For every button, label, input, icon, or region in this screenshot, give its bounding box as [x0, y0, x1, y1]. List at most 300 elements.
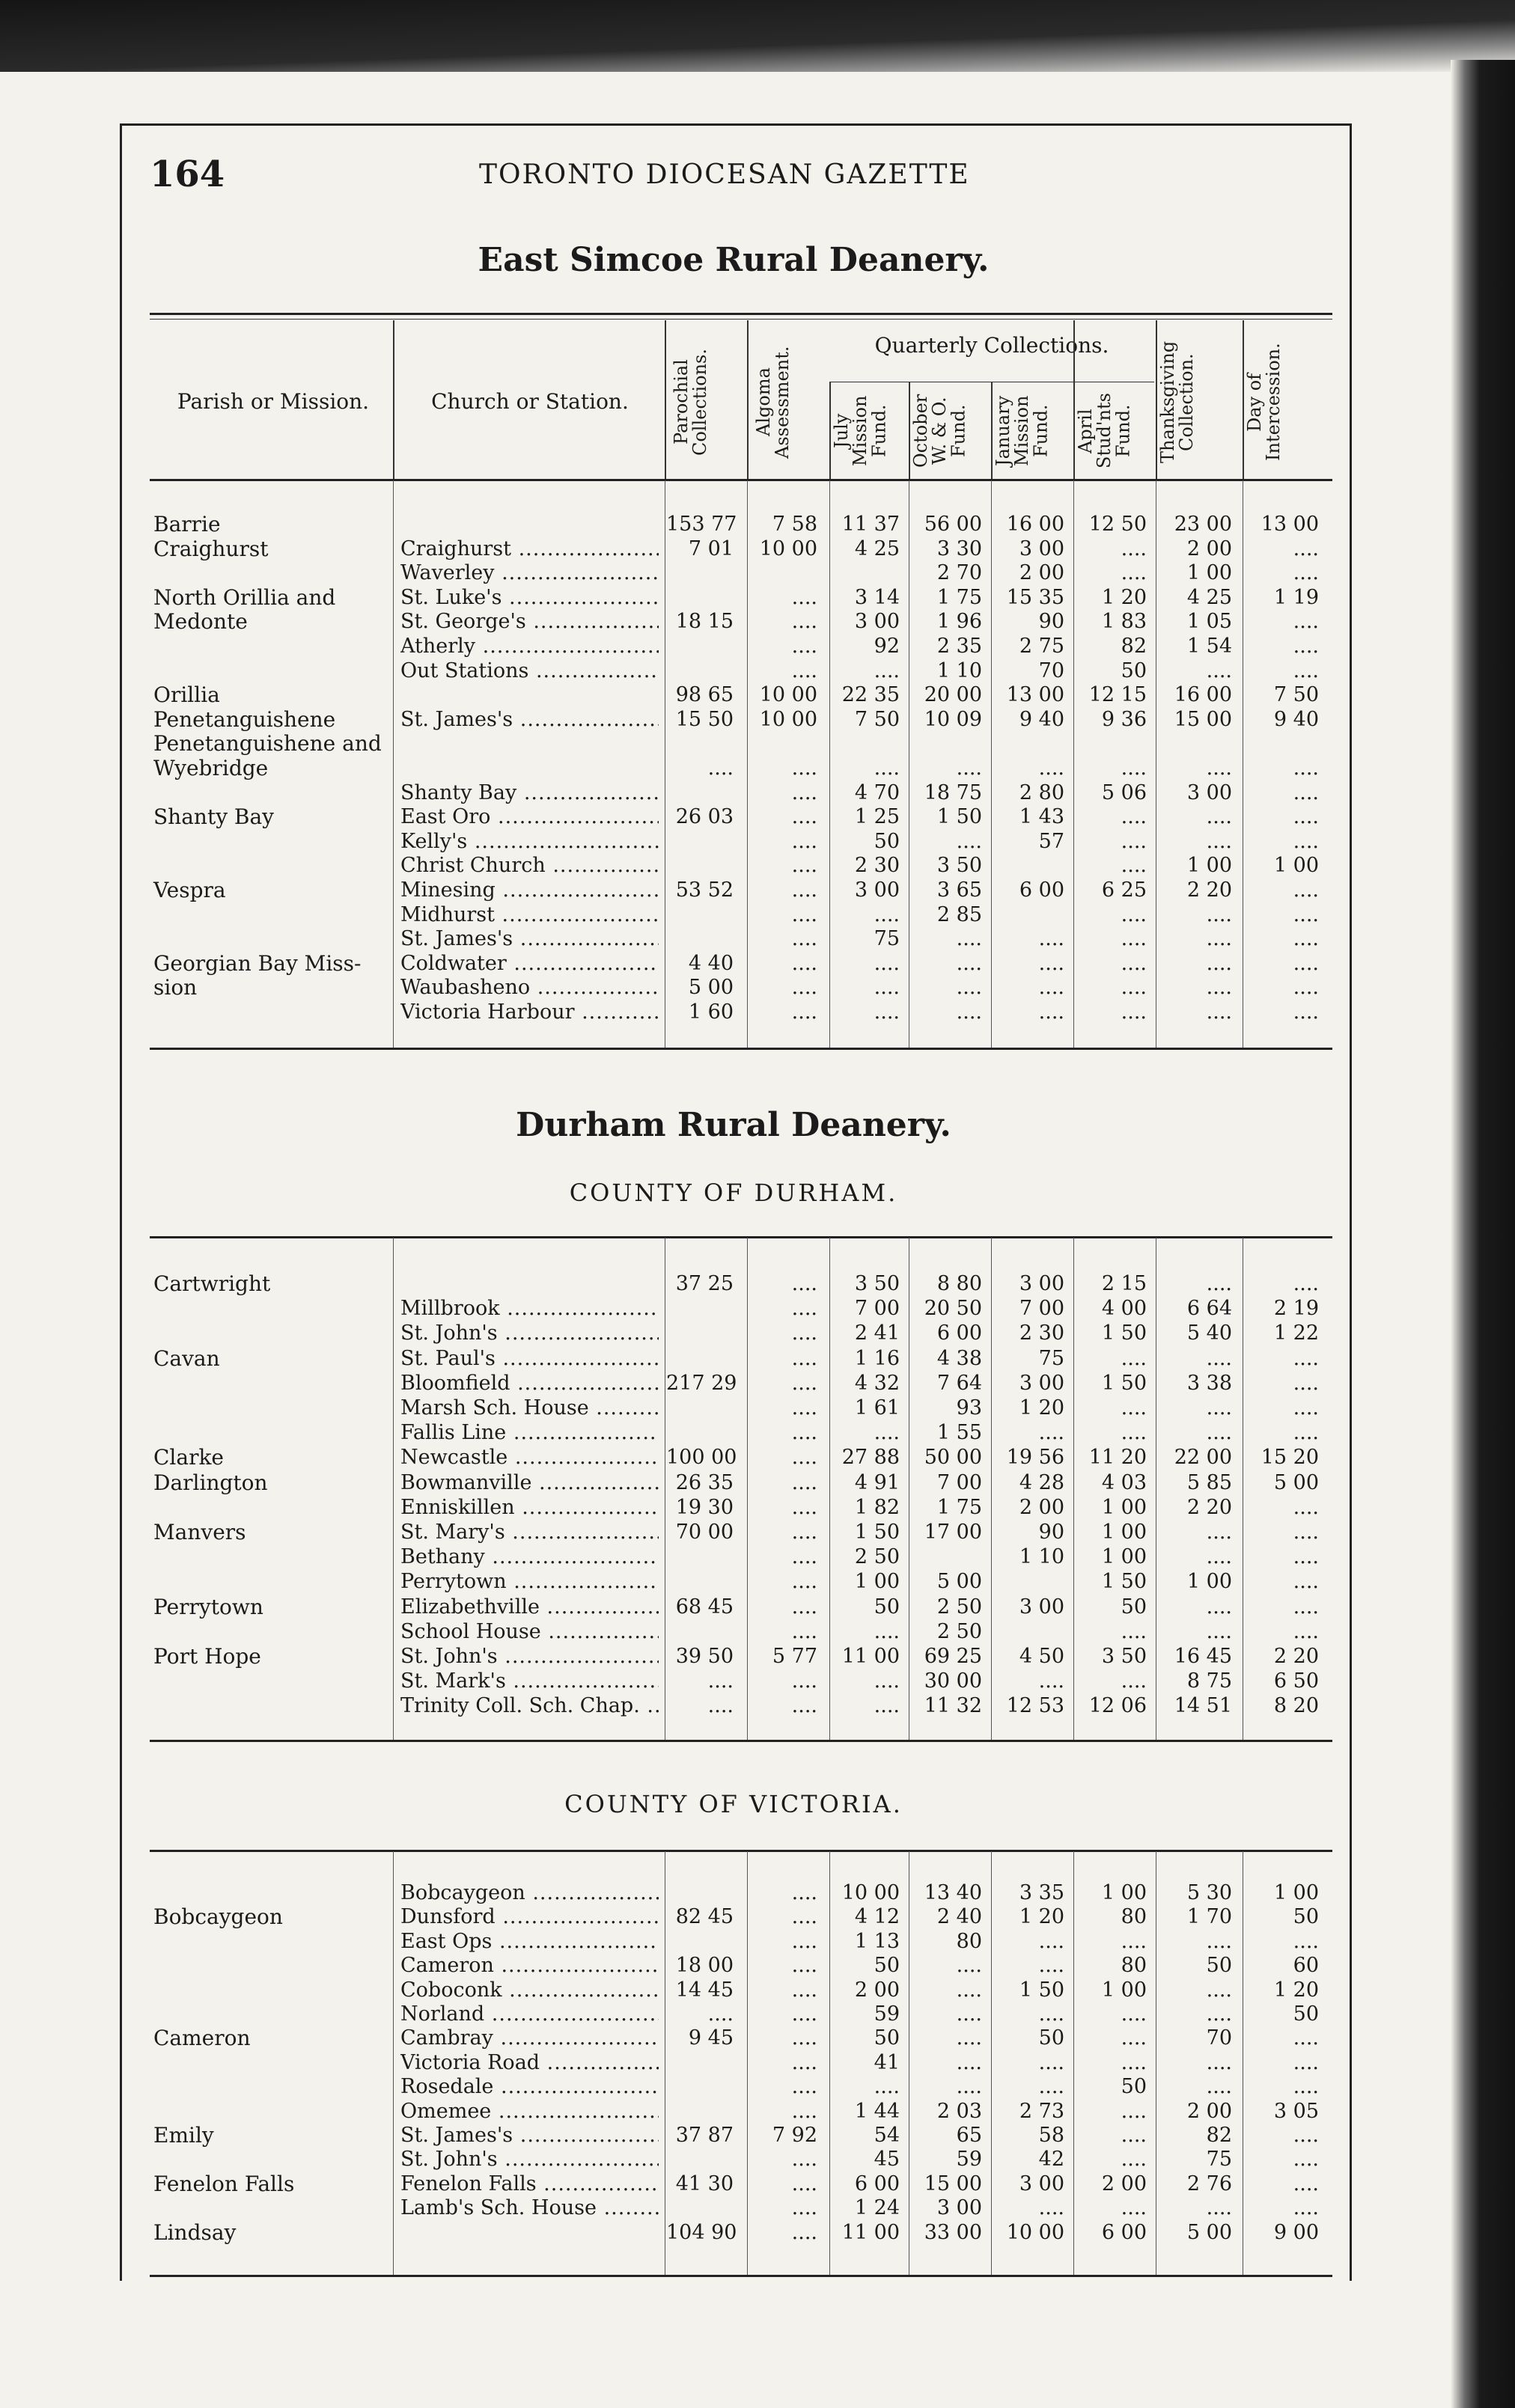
cell-thanksgiving: 1 05: [1186, 610, 1232, 633]
parish-name: Port Hope: [153, 1644, 261, 1669]
cell-april: ....: [1121, 2124, 1147, 2147]
cell-october: 1 75: [936, 586, 982, 609]
cell-intercession: ....: [1293, 1496, 1319, 1519]
durham-bottom-rule: [150, 1740, 1332, 1742]
cell-algoma: 5 77: [772, 1645, 817, 1668]
scan-right-edge: [1451, 60, 1515, 2408]
cell-algoma: ....: [791, 2075, 817, 2098]
cell-april: 5 06: [1101, 781, 1147, 804]
cell-april: 1 20: [1101, 586, 1147, 609]
cell-intercession: ....: [1293, 976, 1319, 999]
cell-july: 41: [874, 2051, 900, 2074]
cell-intercession: 50: [1293, 1905, 1319, 1928]
cell-april: ....: [1121, 1396, 1147, 1420]
cell-april: 1 00: [1101, 1496, 1147, 1519]
cell-april: 50: [1121, 2075, 1147, 2098]
parish-name: Perrytown: [153, 1595, 263, 1619]
cell-algoma: ....: [791, 2026, 817, 2050]
col-header-parochial: Parochial Collections.: [671, 349, 711, 456]
church-name: Coboconk .....: [400, 1978, 659, 2002]
cell-algoma: ....: [791, 1570, 817, 1593]
cell-intercession: ....: [1293, 878, 1319, 902]
church-name: Bobcaygeon .....: [400, 1881, 659, 1905]
cell-january: 2 00: [1019, 561, 1064, 584]
cell-thanksgiving: 16 00: [1174, 683, 1232, 706]
cell-october: 7 64: [936, 1372, 982, 1395]
header-top-rule: [150, 313, 1332, 315]
parish-name: Lindsay: [153, 2220, 237, 2245]
church-name: St. James's .....: [400, 708, 659, 732]
cell-october: 15 00: [924, 2172, 982, 2195]
cell-parochial: 14 45: [675, 1978, 734, 2002]
cell-intercession: 6 50: [1273, 1669, 1319, 1693]
section-title-east-simcoe: East Simcoe Rural Deanery.: [478, 241, 990, 279]
cell-january: 57: [1038, 830, 1064, 853]
cell-algoma: ....: [791, 1421, 817, 1444]
church-name: Lamb's Sch. House .....: [400, 2196, 659, 2220]
cell-algoma: ....: [791, 610, 817, 633]
cell-parochial: 15 50: [675, 708, 734, 731]
cell-october: 18 75: [924, 781, 982, 804]
cell-algoma: ....: [791, 927, 817, 950]
cell-thanksgiving: ....: [1206, 1000, 1232, 1024]
cell-april: ....: [1121, 757, 1147, 780]
body-col-divider: [991, 1238, 992, 1740]
cell-algoma: ....: [791, 2196, 817, 2219]
cell-october: ....: [956, 1000, 982, 1024]
cell-october: 33 00: [924, 2221, 982, 2244]
cell-intercession: 1 22: [1273, 1321, 1319, 1345]
church-name: St. Luke's .....: [400, 586, 659, 610]
cell-algoma: ....: [791, 1954, 817, 1977]
church-name: Out Stations .....: [400, 659, 659, 683]
victoria-bottom-rule: [150, 2275, 1332, 2277]
scan-top-edge: [0, 0, 1515, 72]
cell-intercession: 8 20: [1273, 1694, 1319, 1717]
cell-thanksgiving: ....: [1206, 1595, 1232, 1619]
cell-july: 2 50: [854, 1545, 900, 1568]
cell-intercession: ....: [1293, 537, 1319, 560]
cell-october: 59: [956, 2148, 982, 2171]
cell-april: 12 50: [1088, 513, 1147, 536]
cell-parochial: 217 29: [666, 1372, 737, 1395]
cell-july: 1 13: [854, 1930, 900, 1953]
cell-april: ....: [1121, 2148, 1147, 2171]
cell-january: 19 56: [1006, 1446, 1064, 1469]
cell-april: ....: [1121, 903, 1147, 926]
cell-algoma: ....: [791, 1545, 817, 1568]
cell-thanksgiving: 50: [1206, 1954, 1232, 1977]
victoria-top-rule: [150, 1850, 1332, 1852]
cell-april: 2 00: [1101, 2172, 1147, 2195]
header-col-divider: [665, 320, 666, 479]
cell-thanksgiving: 4 25: [1186, 586, 1232, 609]
header-col-divider: [1243, 320, 1244, 479]
cell-october: 3 30: [936, 537, 982, 560]
cell-intercession: 3 05: [1273, 2100, 1319, 2123]
cell-july: 1 82: [854, 1496, 900, 1519]
cell-april: ....: [1121, 1000, 1147, 1024]
body-col-divider: [393, 1238, 394, 1740]
cell-algoma: ....: [791, 1321, 817, 1345]
cell-april: ....: [1121, 1669, 1147, 1693]
cell-intercession: ....: [1293, 903, 1319, 926]
cell-thanksgiving: ....: [1206, 2075, 1232, 2098]
parish-name: Medonte: [153, 609, 248, 634]
cell-thanksgiving: ....: [1206, 805, 1232, 828]
cell-parochial: 18 00: [675, 1954, 734, 1977]
cell-parochial: 68 45: [675, 1595, 734, 1619]
cell-july: 1 44: [854, 2100, 900, 2123]
cell-intercession: 1 00: [1273, 854, 1319, 877]
cell-january: 3 35: [1019, 1881, 1064, 1904]
col-header-thanksgiving: Thanksgiving Collection.: [1157, 340, 1198, 464]
church-name: Fenelon Falls .....: [400, 2172, 659, 2196]
cell-thanksgiving: 2 00: [1186, 537, 1232, 560]
cell-algoma: ....: [791, 1496, 817, 1519]
cell-january: 6 00: [1019, 878, 1064, 902]
cell-january: 2 80: [1019, 781, 1064, 804]
cell-intercession: ....: [1293, 2124, 1319, 2147]
cell-intercession: ....: [1293, 927, 1319, 950]
cell-parochial: 39 50: [675, 1645, 734, 1668]
cell-thanksgiving: 5 40: [1186, 1321, 1232, 1345]
cell-algoma: ....: [791, 854, 817, 877]
cell-october: 1 96: [936, 610, 982, 633]
cell-thanksgiving: ....: [1206, 952, 1232, 975]
cell-october: 3 65: [936, 878, 982, 902]
cell-april: 1 00: [1101, 1978, 1147, 2002]
cell-parochial: 41 30: [675, 2172, 734, 2195]
cell-july: 11 00: [841, 2221, 900, 2244]
cell-january: 15 35: [1006, 586, 1064, 609]
cell-january: 2 30: [1019, 1321, 1064, 1345]
cell-april: ....: [1121, 1421, 1147, 1444]
cell-april: 1 00: [1101, 1881, 1147, 1904]
cell-algoma: ....: [791, 1694, 817, 1717]
cell-april: ....: [1121, 2051, 1147, 2074]
church-name: Omemee .....: [400, 2100, 659, 2124]
cell-thanksgiving: ....: [1206, 659, 1232, 682]
church-name: Marsh Sch. House .....: [400, 1396, 659, 1420]
cell-july: 7 50: [854, 708, 900, 731]
cell-july: 3 00: [854, 878, 900, 902]
cell-intercession: ....: [1293, 2172, 1319, 2195]
cell-july: 50: [874, 1595, 900, 1619]
cell-october: 2 50: [936, 1595, 982, 1619]
cell-intercession: ....: [1293, 659, 1319, 682]
cell-july: 4 12: [854, 1905, 900, 1928]
parish-name: Clarke: [153, 1445, 224, 1470]
cell-april: ....: [1121, 561, 1147, 584]
cell-july: 1 16: [854, 1347, 900, 1370]
cell-january: 1 20: [1019, 1905, 1064, 1928]
cell-intercession: ....: [1293, 1620, 1319, 1643]
cell-intercession: ....: [1293, 2051, 1319, 2074]
cell-october: ....: [956, 927, 982, 950]
church-name: Coldwater .....: [400, 952, 659, 976]
church-name: St. George's .....: [400, 610, 659, 634]
cell-thanksgiving: ....: [1206, 1521, 1232, 1544]
church-name: East Ops .....: [400, 1930, 659, 1954]
cell-january: ....: [1038, 757, 1064, 780]
cell-algoma: ....: [791, 1272, 817, 1295]
cell-january: 90: [1038, 610, 1064, 633]
cell-april: 9 36: [1101, 708, 1147, 731]
cell-january: 1 43: [1019, 805, 1064, 828]
cell-intercession: ....: [1293, 1570, 1319, 1593]
church-name: St. James's .....: [400, 2124, 659, 2148]
church-name: Victoria Harbour .....: [400, 1000, 659, 1024]
cell-july: 4 91: [854, 1471, 900, 1494]
cell-april: 80: [1121, 1954, 1147, 1977]
cell-january: 1 10: [1019, 1545, 1064, 1568]
cell-intercession: ....: [1293, 2026, 1319, 2050]
header-col-divider: [829, 382, 831, 479]
church-name: Bowmanville .....: [400, 1471, 659, 1495]
cell-july: 1 24: [854, 2196, 900, 2219]
cell-april: 1 00: [1101, 1521, 1147, 1544]
cell-thanksgiving: ....: [1206, 1347, 1232, 1370]
cell-thanksgiving: 3 00: [1186, 781, 1232, 804]
cell-january: 9 40: [1019, 708, 1064, 731]
cell-intercession: ....: [1293, 610, 1319, 633]
cell-parochial: 98 65: [675, 683, 734, 706]
cell-october: ....: [956, 1954, 982, 1977]
cell-april: ....: [1121, 805, 1147, 828]
cell-parochial: 19 30: [675, 1496, 734, 1519]
body-col-divider: [1073, 1238, 1074, 1740]
church-name: Atherly .....: [400, 635, 659, 658]
cell-intercession: 9 40: [1273, 708, 1319, 731]
body-col-divider: [393, 480, 394, 1048]
cell-thanksgiving: 5 30: [1186, 1881, 1232, 1904]
cell-algoma: 10 00: [759, 708, 817, 731]
cell-october: 6 00: [936, 1321, 982, 1345]
cell-july: ....: [874, 1000, 900, 1024]
cell-thanksgiving: 14 51: [1174, 1694, 1232, 1717]
cell-july: 50: [874, 1954, 900, 1977]
cell-parochial: 26 35: [675, 1471, 734, 1494]
cell-april: 11 20: [1088, 1446, 1147, 1469]
cell-july: ....: [874, 976, 900, 999]
cell-july: ....: [874, 1669, 900, 1693]
church-name: Enniskillen .....: [400, 1496, 659, 1520]
cell-algoma: ....: [791, 757, 817, 780]
cell-january: ....: [1038, 2002, 1064, 2026]
cell-january: 42: [1038, 2148, 1064, 2171]
cell-thanksgiving: ....: [1206, 1272, 1232, 1295]
cell-april: 50: [1121, 1595, 1147, 1619]
header-bottom-rule: [150, 479, 1332, 481]
cell-october: 2 35: [936, 635, 982, 658]
church-name: East Oro .....: [400, 805, 659, 829]
cell-january: ....: [1038, 2051, 1064, 2074]
cell-january: 2 75: [1019, 635, 1064, 658]
church-name: School House .....: [400, 1620, 659, 1644]
cell-thanksgiving: 2 20: [1186, 1496, 1232, 1519]
cell-algoma: 7 92: [772, 2124, 817, 2147]
cell-january: 2 73: [1019, 2100, 1064, 2123]
cell-january: 1 50: [1019, 1978, 1064, 2002]
cell-july: ....: [874, 1694, 900, 1717]
cell-july: 2 41: [854, 1321, 900, 1345]
cell-algoma: ....: [791, 952, 817, 975]
cell-intercession: 60: [1293, 1954, 1319, 1977]
cell-october: ....: [956, 2051, 982, 2074]
cell-october: 13 40: [924, 1881, 982, 1904]
cell-july: 92: [874, 635, 900, 658]
cell-january: 3 00: [1019, 1272, 1064, 1295]
cell-intercession: 1 19: [1273, 586, 1319, 609]
cell-january: 4 28: [1019, 1471, 1064, 1494]
cell-intercession: 50: [1293, 2002, 1319, 2026]
cell-july: ....: [874, 903, 900, 926]
church-name: St. James's .....: [400, 927, 659, 951]
cell-january: ....: [1038, 1421, 1064, 1444]
body-col-divider: [1073, 480, 1074, 1048]
parish-name: Wyebridge: [153, 756, 269, 780]
cell-algoma: ....: [791, 976, 817, 999]
cell-april: 82: [1121, 635, 1147, 658]
cell-algoma: ....: [791, 2051, 817, 2074]
cell-january: ....: [1038, 976, 1064, 999]
cell-april: 3 50: [1101, 1645, 1147, 1668]
cell-october: 4 38: [936, 1347, 982, 1370]
cell-january: ....: [1038, 2075, 1064, 2098]
cell-july: 50: [874, 830, 900, 853]
church-name: St. John's .....: [400, 1321, 659, 1345]
cell-thanksgiving: ....: [1206, 1545, 1232, 1568]
cell-july: 7 00: [854, 1297, 900, 1320]
cell-algoma: ....: [791, 2221, 817, 2244]
cell-october: 7 00: [936, 1471, 982, 1494]
body-col-divider: [829, 1851, 830, 2275]
cell-intercession: 2 20: [1273, 1645, 1319, 1668]
cell-april: 2 15: [1101, 1272, 1147, 1295]
cell-july: 1 25: [854, 805, 900, 828]
cell-october: 2 70: [936, 561, 982, 584]
parish-name: Penetanguishene: [153, 707, 336, 732]
cell-parochial: 153 77: [666, 513, 737, 536]
church-name: Elizabethville .....: [400, 1595, 659, 1619]
header-top-rule-thin: [150, 319, 1332, 320]
body-col-divider: [991, 480, 992, 1048]
cell-april: ....: [1121, 2196, 1147, 2219]
cell-parochial: 4 40: [688, 952, 734, 975]
cell-april: ....: [1121, 1930, 1147, 1953]
cell-parochial: 26 03: [675, 805, 734, 828]
header-col-divider: [747, 320, 749, 479]
parish-name: Orillia: [153, 682, 220, 707]
cell-algoma: ....: [791, 1905, 817, 1928]
cell-october: 80: [956, 1930, 982, 1953]
church-name: Newcastle .....: [400, 1446, 659, 1470]
cell-algoma: ....: [791, 1396, 817, 1420]
cell-october: 69 25: [924, 1645, 982, 1668]
cell-april: 1 50: [1101, 1321, 1147, 1345]
cell-january: 13 00: [1006, 683, 1064, 706]
cell-thanksgiving: ....: [1206, 976, 1232, 999]
body-col-divider: [747, 1851, 748, 2275]
cell-january: 3 00: [1019, 537, 1064, 560]
cell-intercession: ....: [1293, 1372, 1319, 1395]
cell-october: ....: [956, 830, 982, 853]
cell-algoma: ....: [791, 2100, 817, 2123]
cell-january: 3 00: [1019, 2172, 1064, 2195]
cell-april: 1 50: [1101, 1372, 1147, 1395]
cell-october: ....: [956, 2075, 982, 2098]
cell-october: ....: [956, 976, 982, 999]
cell-april: ....: [1121, 2026, 1147, 2050]
cell-algoma: 7 58: [772, 513, 817, 536]
church-name: St. John's .....: [400, 2148, 659, 2172]
cell-april: 80: [1121, 1905, 1147, 1928]
church-name: St. John's .....: [400, 1645, 659, 1669]
col-header-parish: Parish or Mission.: [177, 389, 370, 414]
cell-algoma: 10 00: [759, 537, 817, 560]
cell-thanksgiving: ....: [1206, 927, 1232, 950]
cell-intercession: 5 00: [1273, 1471, 1319, 1494]
cell-parochial: 53 52: [675, 878, 734, 902]
col-header-quarterly: Quarterly Collections.: [874, 333, 1109, 358]
durham-top-rule: [150, 1236, 1332, 1238]
cell-algoma: ....: [791, 2002, 817, 2026]
church-name: Dunsford .....: [400, 1905, 659, 1929]
cell-algoma: ....: [791, 1372, 817, 1395]
cell-parochial: 5 00: [688, 976, 734, 999]
cell-october: ....: [956, 757, 982, 780]
cell-thanksgiving: 16 45: [1174, 1645, 1232, 1668]
church-name: Bloomfield .....: [400, 1372, 659, 1396]
cell-intercession: ....: [1293, 561, 1319, 584]
cell-july: 4 25: [854, 537, 900, 560]
church-name: Fallis Line .....: [400, 1421, 659, 1445]
cell-april: ....: [1121, 952, 1147, 975]
cell-april: 1 83: [1101, 610, 1147, 633]
col-header-algoma: Algoma Assessment.: [753, 346, 793, 459]
cell-parochial: 7 01: [688, 537, 734, 560]
cell-april: 6 25: [1101, 878, 1147, 902]
cell-intercession: ....: [1293, 1545, 1319, 1568]
cell-april: ....: [1121, 1620, 1147, 1643]
cell-october: ....: [956, 1978, 982, 2002]
cell-algoma: ....: [791, 659, 817, 682]
cell-thanksgiving: ....: [1206, 1930, 1232, 1953]
cell-parochial: ....: [707, 757, 734, 780]
cell-intercession: 1 20: [1273, 1978, 1319, 2002]
section-title-durham: Durham Rural Deanery.: [516, 1106, 951, 1144]
page-number: 164: [150, 153, 225, 195]
cell-october: 10 09: [924, 708, 982, 731]
body-col-divider: [747, 1238, 748, 1740]
cell-intercession: 13 00: [1261, 513, 1319, 536]
cell-january: 70: [1038, 659, 1064, 682]
col-header-april: April Stud'nts Fund.: [1075, 393, 1134, 469]
cell-algoma: ....: [791, 1446, 817, 1469]
cell-thanksgiving: ....: [1206, 1620, 1232, 1643]
cell-january: 50: [1038, 2026, 1064, 2050]
cell-intercession: ....: [1293, 635, 1319, 658]
cell-july: 45: [874, 2148, 900, 2171]
cell-october: 20 50: [924, 1297, 982, 1320]
body-col-divider: [747, 480, 748, 1048]
cell-parochial: 1 60: [688, 1000, 734, 1024]
parish-name: Craighurst: [153, 537, 269, 561]
cell-thanksgiving: 2 00: [1186, 2100, 1232, 2123]
cell-thanksgiving: 70: [1206, 2026, 1232, 2050]
cell-thanksgiving: 15 00: [1174, 708, 1232, 731]
